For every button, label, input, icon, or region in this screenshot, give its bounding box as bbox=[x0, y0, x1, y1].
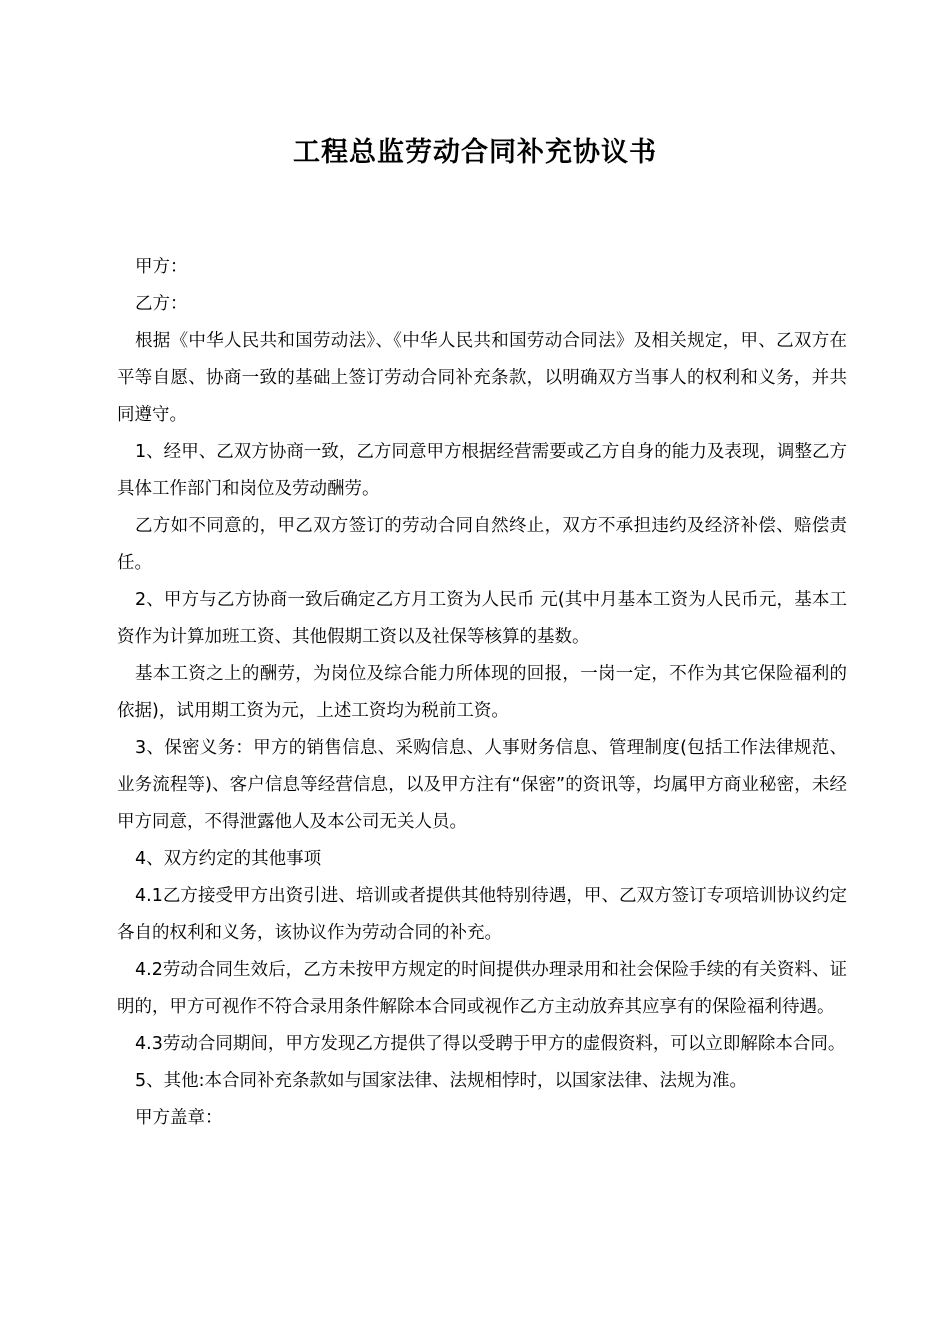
party-a-seal-line: 甲方盖章： bbox=[135, 1108, 223, 1128]
clause-3: 3、保密义务：甲方的销售信息、采购信息、人事财务信息、管理制度(包括工作法律规范、业务流程等)、客户信息等经营信息，以及甲方注有“保密”的资讯等，均属甲方商业秘密，未经甲方同意，不得泄露他人及本公司无关人员。 bbox=[117, 738, 847, 832]
clause-4-1: 4.1乙方接受甲方出资引进、培训或者提供其他特别待遇，甲、乙双方签订专项培训协议约定各自的权利和义务，该协议作为劳动合同的补充。 bbox=[117, 886, 847, 943]
clause-4-2: 4.2劳动合同生效后，乙方未按甲方规定的时间提供办理录用和社会保险手续的有关资料、证明的，甲方可视作不符合录用条件解除本合同或视作乙方主动放弃其应享有的保险福利待遇。 bbox=[117, 960, 847, 1017]
clause-2-note: 基本工资之上的酬劳，为岗位及综合能力所体现的回报，一岗一定，不作为其它保险福利的依据)，试用期工资为元，上述工资均为税前工资。 bbox=[117, 664, 847, 721]
clause-5: 5、其他:本合同补充条款如与国家法律、法规相悖时，以国家法律、法规为准。 bbox=[135, 1071, 748, 1091]
preamble-paragraph: 根据《中华人民共和国劳动法》、《中华人民共和国劳动合同法》及相关规定，甲、乙双方在平等自愿、协商一致的基础上签订劳动合同补充条款，以明确双方当事人的权利和义务，并共同遵守。 bbox=[117, 331, 847, 425]
clause-1: 1、经甲、乙双方协商一致，乙方同意甲方根据经营需要或乙方自身的能力及表现，调整乙方具体工作部门和岗位及劳动酬劳。 bbox=[117, 442, 847, 499]
clause-4: 4、双方约定的其他事项 bbox=[135, 849, 322, 869]
clause-1-note: 乙方如不同意的，甲乙双方签订的劳动合同自然终止，双方不承担违约及经济补偿、赔偿责任。 bbox=[117, 516, 847, 573]
party-b-line: 乙方： bbox=[135, 294, 188, 314]
clause-4-3: 4.3劳动合同期间，甲方发现乙方提供了得以受聘于甲方的虚假资料，可以立即解除本合同。 bbox=[135, 1034, 846, 1054]
party-a-line: 甲方： bbox=[135, 257, 188, 277]
document-title: 工程总监劳动合同补充协议书 bbox=[293, 137, 657, 168]
clause-2: 2、甲方与乙方协商一致后确定乙方月工资为人民币 元(其中月基本工资为人民币元，基本工资作为计算加班工资、其他假期工资以及社保等核算的基数。 bbox=[117, 590, 847, 647]
document-body bbox=[117, 249, 847, 1137]
